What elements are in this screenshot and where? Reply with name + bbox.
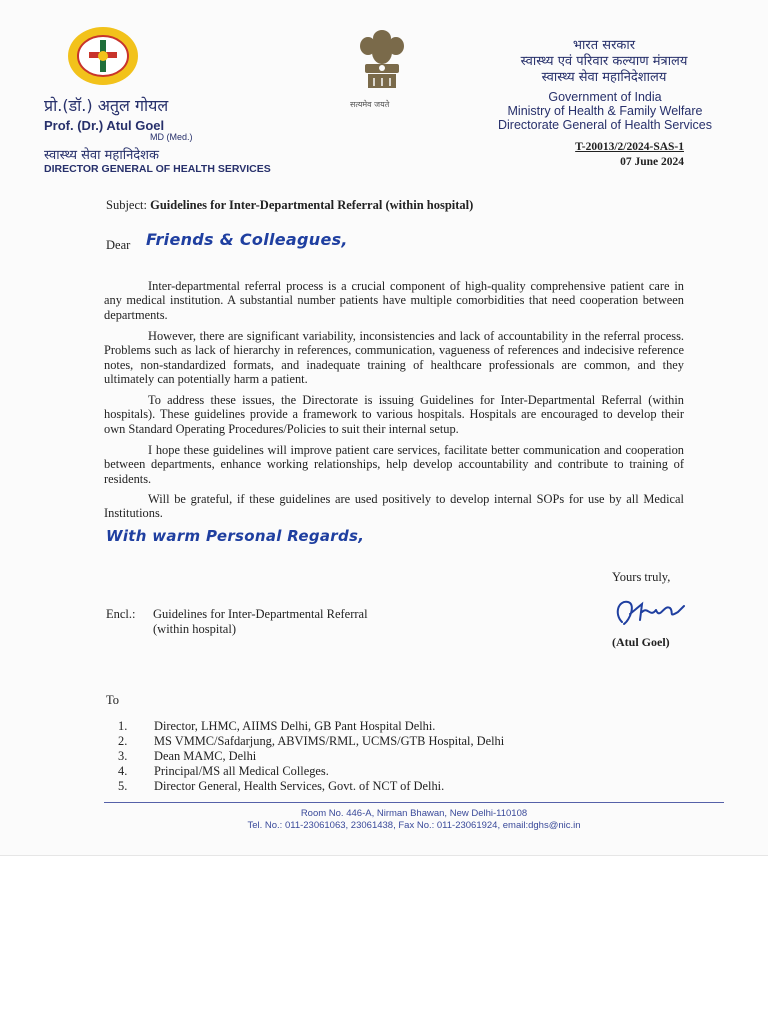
- list-item: 3. Dean MAMC, Delhi: [118, 749, 257, 763]
- enclosure-line2: (within hospital): [153, 622, 236, 636]
- signatory-name: (Atul Goel): [612, 635, 670, 649]
- name-hindi: प्रो.(डॉ.) अतुल गोयल: [44, 96, 169, 115]
- subject-text: Guidelines for Inter-Departmental Referral (within hospital): [150, 198, 474, 212]
- national-emblem-icon: [352, 26, 412, 96]
- salutation-prefix: Dear: [106, 238, 131, 252]
- list-item: 2. MS VMMC/Safdarjung, ABVIMS/RML, UCMS/GTB Hospital, Delhi: [118, 734, 505, 748]
- list-item: 5. Director General, Health Services, Govt. of NCT of Delhi.: [118, 779, 445, 793]
- closing: Yours truly,: [612, 570, 671, 584]
- recipient-list: [110, 719, 504, 794]
- enclosure-text: [153, 607, 368, 637]
- salutation-handwritten: Friends & Colleagues,: [146, 230, 348, 249]
- to-label: To: [106, 693, 120, 707]
- body-paragraph: Inter-departmental referral process is a crucial component of high-quality comprehensive patient care in any medical institution. A substantial number patients have multiple comorbidities that need cooperation between departments.: [104, 279, 684, 322]
- body-paragraph: Will be grateful, if these guidelines are used positively to develop internal SOPs for use by all Medical Institutions.: [104, 492, 684, 521]
- enclosure-line1: Guidelines for Inter-Departmental Referral: [153, 607, 368, 621]
- name-english: Prof. (Dr.) Atul Goel: [44, 118, 165, 133]
- govt-english-line1: Government of India: [548, 90, 662, 104]
- list-item: 4. Principal/MS all Medical Colleges.: [118, 764, 329, 778]
- degree: MD (Med.): [150, 132, 193, 142]
- govt-hindi-line1: भारत सरकार: [572, 38, 636, 53]
- designation-english: DIRECTOR GENERAL OF HEALTH SERVICES: [44, 163, 271, 175]
- subject-line: [106, 198, 473, 213]
- ministry-hindi: स्वास्थ्य एवं परिवार कल्याण मंत्रालय: [520, 54, 688, 69]
- list-item: 1. Director, LHMC, AIIMS Delhi, GB Pant Hospital Delhi.: [118, 719, 436, 733]
- enclosure-label: Encl.:: [106, 607, 136, 621]
- dghs-logo-icon: [66, 26, 140, 86]
- govt-hindi-block: [484, 38, 724, 86]
- emblem-motto: सत्यमेव जयते: [350, 100, 390, 109]
- designation-hindi: स्वास्थ्य सेवा महानिदेशक: [44, 148, 160, 163]
- letter-date: 07 June 2024: [620, 156, 684, 168]
- footer-address: Room No. 446-A, Nirman Bhawan, New Delhi-110108: [300, 808, 528, 819]
- reference-number: T-20013/2/2024-SAS-1: [575, 141, 684, 153]
- footer-contact: Tel. No.: 011-23061063, 23061438, Fax No.: 011-23061924, email:dghs@nic.in: [247, 820, 581, 831]
- body-paragraph: To address these issues, the Directorate is issuing Guidelines for Inter-Departmental Referral (within hospitals). These guidelines provide a framework to various hospitals. Hospitals are encouraged to develop their own Standard Operating Procedures/Policies to suit their internal setup.: [104, 393, 684, 436]
- govt-english-block: [474, 90, 736, 132]
- footer: [104, 808, 724, 832]
- subject-label: Subject:: [106, 198, 147, 212]
- body-paragraph: However, there are significant variability, inconsistencies and lack of accountability in the referral process. Problems such as lack of hierarchy in references, communication, vagueness of references and indecisive reference notes, non-standardized formats, and inadequate training of healthcare professionals are common, and they ultimately can potentially harm a patient.: [104, 329, 684, 387]
- handwritten-regards: With warm Personal Regards,: [106, 527, 365, 545]
- ministry-english: Ministry of Health & Family Welfare: [507, 104, 703, 118]
- footer-divider: [104, 802, 724, 803]
- body-paragraph: I hope these guidelines will improve patient care services, facilitate better communication and cooperation between departments, enhance working relationships, help develop accountability and contribute to training of residents.: [104, 443, 684, 486]
- directorate-english: Directorate General of Health Services: [498, 118, 712, 132]
- signature-icon: [612, 594, 688, 630]
- directorate-hindi: स्वास्थ्य सेवा महानिदेशालय: [541, 70, 667, 85]
